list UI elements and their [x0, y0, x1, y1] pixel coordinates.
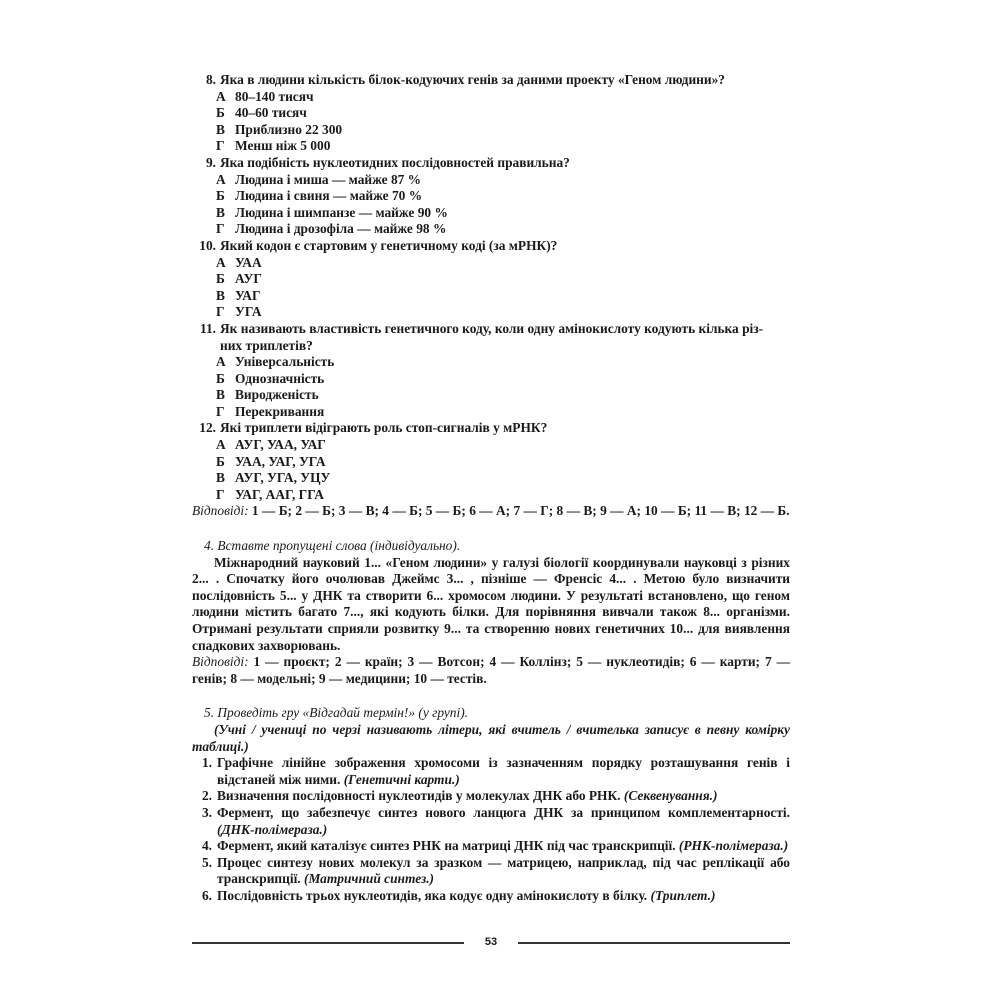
- option-letter: А: [216, 171, 226, 187]
- option-text: АУГ, УГА, УЦУ: [235, 470, 331, 486]
- item-question: Графічне лінійне зображення хромосоми із зазначенням порядку розташування генів і відстаней між ними.: [217, 755, 790, 787]
- answer-option: [192, 437, 790, 454]
- answers-text: 1 — Б; 2 — Б; 3 — В; 4 — Б; 5 — Б; 6 — А; 7 — Г; 8 — В; 9 — А; 10 — Б; 11 — В; 12 — Б.: [248, 503, 790, 519]
- list-item: [192, 888, 790, 905]
- answer-option: [192, 138, 790, 155]
- answer-option: [192, 205, 790, 222]
- option-text: УАА, УАГ, УГА: [235, 453, 326, 469]
- item-answer: (ДНК-полімераза.): [217, 821, 328, 837]
- answer-option: [192, 188, 790, 205]
- option-text: Людина і свиня — майже 70 %: [235, 188, 423, 204]
- option-letter: Г: [216, 304, 225, 320]
- option-text: 40–60 тисяч: [235, 105, 307, 121]
- answer-option: [192, 354, 790, 371]
- option-text: УАА: [235, 254, 262, 270]
- question-text: Яка в людини кількість білок-кодуючих генів за даними проекту «Геном людини»?: [220, 72, 725, 87]
- task-4-answers: [192, 654, 790, 687]
- item-answer: (РНК-полімераза.): [678, 838, 789, 854]
- option-text: Менш ніж 5 000: [235, 138, 331, 154]
- item-question: Послідовність трьох нуклеотидів, яка кодує одну амінокислоту в білку.: [217, 887, 651, 903]
- option-letter: Б: [216, 188, 225, 204]
- item-text: [217, 805, 790, 838]
- answer-option: [192, 221, 790, 238]
- question-number: 9.: [205, 154, 216, 170]
- task-5-title: 5. Проведіть гру «Відгадай термін!» (у групі).: [204, 705, 469, 721]
- option-letter: Б: [216, 105, 225, 121]
- item-question: Процес синтезу нових молекул за зразком — матрицею, наприклад, під час реплікації або транскрипції.: [217, 854, 790, 887]
- answers-label: Відповіді:: [192, 503, 249, 519]
- item-answer: (Секвенування.): [623, 788, 718, 804]
- list-item: [192, 788, 790, 805]
- answer-option: [192, 122, 790, 139]
- option-letter: В: [216, 287, 225, 303]
- option-text: Приблизно 22 300: [235, 121, 343, 137]
- option-letter: А: [216, 437, 226, 453]
- question-text: Як називають властивість генетичного коду, коли одну амінокислоту кодують кілька різ-: [220, 320, 764, 336]
- option-letter: А: [216, 354, 226, 370]
- option-text: Людина і шимпанзе — майже 90 %: [235, 204, 448, 220]
- question: [192, 238, 790, 321]
- page-content: [192, 72, 790, 905]
- task-4-text: Міжнародний науковий 1... «Геном людини» у галузі біології координували науковці з різних 2... . Спочатку його очолював Джеймс 3... , пізніше — Френсіс 4... . Метою було визначити послідовність 5... у ДНК та створити 6... хромосом людини. У результаті встановлено, що геном людини містить багато 7..., які кодують білки. Для порівняння вивчали також 8... організми. Отримані результати сприяли розвитку 9... та створенню нових генетичних 10... для виявлення спадкових захворювань.: [192, 554, 790, 653]
- question: [192, 72, 790, 155]
- task-4: [192, 538, 790, 687]
- option-text: УАГ: [235, 287, 261, 303]
- question-text: Які триплети відіграють роль стоп-сигналів у мРНК?: [220, 420, 548, 436]
- option-text: Людина і дрозофіла — майже 98 %: [235, 221, 447, 237]
- item-number: 1.: [201, 755, 212, 771]
- item-answer: (Генетичні карти.): [343, 771, 460, 787]
- answer-option: [192, 288, 790, 305]
- answer-option: [192, 255, 790, 272]
- answer-option: [192, 304, 790, 321]
- item-question: Фермент, що забезпечує синтез нового ланцюга ДНК за принципом комплементарності.: [217, 804, 790, 820]
- option-text: Перекривання: [235, 403, 325, 419]
- option-letter: Г: [216, 403, 225, 419]
- answer-option: [192, 172, 790, 189]
- question-number: 12.: [199, 420, 216, 436]
- option-text: Універсальність: [235, 354, 335, 370]
- option-text: АУГ: [235, 271, 262, 287]
- item-number: 5.: [201, 854, 212, 870]
- item-text: [217, 855, 790, 888]
- option-text: Однозначність: [235, 370, 325, 386]
- question-number: [192, 338, 216, 355]
- page-number: 53: [484, 936, 498, 948]
- option-letter: Б: [216, 370, 225, 386]
- item-number: 4.: [201, 838, 212, 854]
- item-question: Визначення послідовності нуклеотидів у молекулах ДНК або РНК.: [217, 788, 624, 804]
- answer-option: [192, 105, 790, 122]
- task-4-answers-label: Відповіді:: [192, 654, 249, 670]
- answer-option: [192, 387, 790, 404]
- item-answer: (Триплет.): [650, 887, 716, 903]
- item-number: 3.: [201, 804, 212, 820]
- task-4-answers-text: 1 — проєкт; 2 — країн; 3 — Вотсон; 4 — Коллінз; 5 — нуклеотидів; 6 — карти; 7 — генів; 8 — модельні; 9 — медицини; 10 — тестів.: [192, 654, 790, 686]
- option-letter: Г: [216, 486, 225, 502]
- quiz-questions: [192, 72, 790, 503]
- option-letter: Б: [216, 453, 225, 469]
- item-number: 6.: [201, 887, 212, 903]
- answer-option: [192, 404, 790, 421]
- question: [192, 321, 790, 421]
- footer-rule-right: [518, 942, 790, 944]
- item-number: 2.: [201, 788, 212, 804]
- option-text: УГА: [235, 304, 262, 320]
- list-item: [192, 855, 790, 888]
- option-text: УАГ, ААГ, ГГА: [235, 486, 324, 502]
- option-letter: Г: [216, 138, 225, 154]
- option-letter: Б: [216, 271, 225, 287]
- option-text: АУГ, УАА, УАГ: [235, 437, 326, 453]
- answer-option: [192, 454, 790, 471]
- option-text: Виродженість: [235, 387, 319, 403]
- question-text: Який кодон є стартовим у генетичному коді (за мРНК)?: [220, 237, 558, 253]
- option-letter: Г: [216, 221, 225, 237]
- item-answer: (Матричний синтез.): [304, 871, 434, 887]
- item-question: Фермент, який каталізує синтез РНК на матриці ДНК під час транскрипції.: [217, 838, 679, 854]
- item-text: [217, 838, 790, 855]
- option-letter: В: [216, 387, 225, 403]
- option-letter: В: [216, 204, 225, 220]
- list-item: [192, 755, 790, 788]
- option-text: 80–140 тисяч: [235, 88, 314, 104]
- option-letter: А: [216, 88, 226, 104]
- item-text: [217, 755, 790, 788]
- option-letter: В: [216, 470, 225, 486]
- question-number: 10.: [199, 237, 216, 253]
- answer-option: [192, 487, 790, 504]
- task-4-title: 4. Вставте пропущені слова (індивідуально).: [204, 538, 461, 554]
- question-number: 8.: [205, 72, 216, 87]
- option-letter: В: [216, 121, 225, 137]
- answer-option: [192, 89, 790, 106]
- list-item: [192, 838, 790, 855]
- answer-option: [192, 470, 790, 487]
- answer-option: [192, 371, 790, 388]
- option-letter: А: [216, 254, 226, 270]
- option-text: Людина і миша — майже 87 %: [235, 171, 422, 187]
- task-5: [192, 705, 790, 904]
- task-5-instruction: (Учні / учениці по черзі називають літери, які вчитель / вчителька записує в певну комірку таблиці.): [192, 721, 790, 754]
- answer-option: [192, 271, 790, 288]
- page-footer: [192, 934, 790, 950]
- item-text: [217, 888, 790, 905]
- question-text: Яка подібність нуклеотидних послідовностей правильна?: [220, 154, 570, 170]
- task-5-list: [192, 755, 790, 904]
- question-number: 11.: [200, 320, 216, 336]
- item-text: [217, 788, 790, 805]
- answers-block-1: [192, 503, 790, 520]
- question-text: них триплетів?: [220, 337, 313, 353]
- question: [192, 155, 790, 238]
- list-item: [192, 805, 790, 838]
- question: [192, 420, 790, 503]
